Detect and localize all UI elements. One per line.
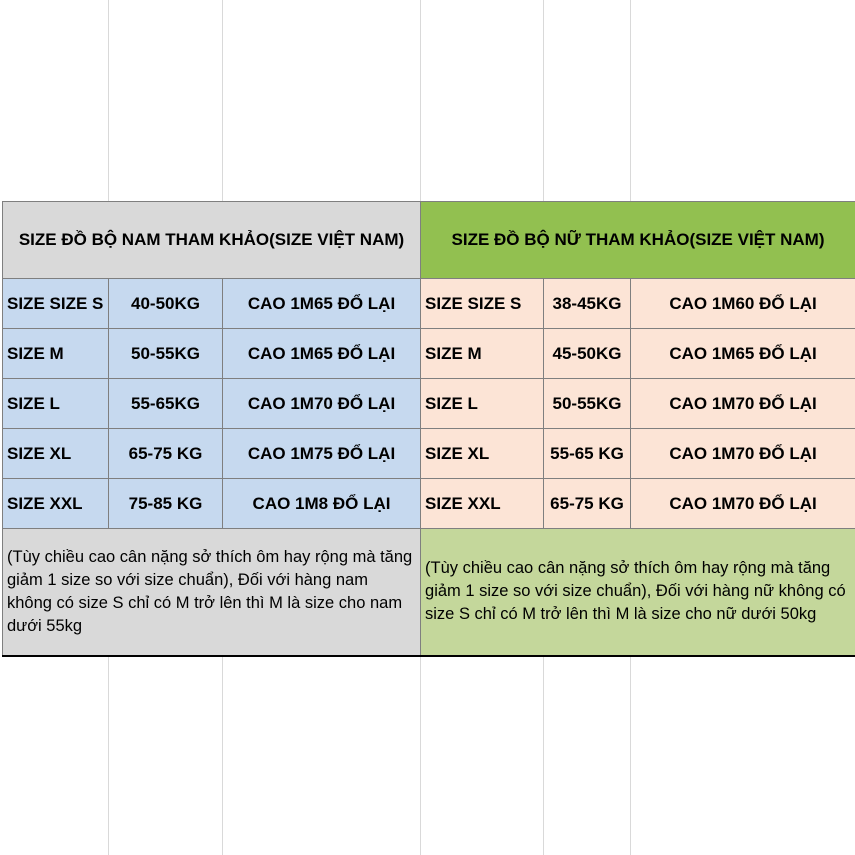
women-size-cell: SIZE XXL bbox=[421, 479, 544, 529]
women-size-cell: SIZE SIZE S bbox=[421, 279, 544, 329]
women-size-cell: SIZE M bbox=[421, 329, 544, 379]
men-weight-cell: 40-50KG bbox=[109, 279, 223, 329]
men-size-cell: SIZE SIZE S bbox=[3, 279, 109, 329]
size-chart-table bbox=[2, 201, 855, 657]
women-height-cell: CAO 1M65 ĐỔ LẠI bbox=[631, 329, 855, 379]
men-weight-cell: 55-65KG bbox=[109, 379, 223, 429]
grid-line bbox=[108, 0, 109, 201]
table-row bbox=[3, 429, 855, 479]
grid-line bbox=[222, 0, 223, 201]
grid-line bbox=[420, 0, 421, 201]
men-height-cell: CAO 1M65 ĐỔ LẠI bbox=[223, 329, 421, 379]
men-height-cell: CAO 1M75 ĐỔ LẠI bbox=[223, 429, 421, 479]
grid-line bbox=[630, 0, 631, 201]
table-row bbox=[3, 379, 855, 429]
men-size-cell: SIZE XL bbox=[3, 429, 109, 479]
table-row bbox=[3, 279, 855, 329]
men-size-cell: SIZE L bbox=[3, 379, 109, 429]
grid-line bbox=[543, 656, 544, 855]
grid-line bbox=[108, 656, 109, 855]
grid-line bbox=[630, 656, 631, 855]
women-weight-cell: 65-75 KG bbox=[544, 479, 631, 529]
note-row bbox=[3, 529, 855, 656]
men-height-cell: CAO 1M8 ĐỔ LẠI bbox=[223, 479, 421, 529]
women-weight-cell: 38-45KG bbox=[544, 279, 631, 329]
grid-line bbox=[222, 656, 223, 855]
men-weight-cell: 75-85 KG bbox=[109, 479, 223, 529]
men-height-cell: CAO 1M70 ĐỔ LẠI bbox=[223, 379, 421, 429]
header-row bbox=[3, 202, 855, 279]
table-row bbox=[3, 329, 855, 379]
women-height-cell: CAO 1M70 ĐỔ LẠI bbox=[631, 479, 855, 529]
grid-line bbox=[420, 656, 421, 855]
men-size-title: SIZE ĐỒ BỘ NAM THAM KHẢO(SIZE VIỆT NAM) bbox=[3, 202, 421, 279]
women-height-cell: CAO 1M70 ĐỔ LẠI bbox=[631, 429, 855, 479]
table-row bbox=[3, 479, 855, 529]
women-height-cell: CAO 1M60 ĐỔ LẠI bbox=[631, 279, 855, 329]
men-weight-cell: 50-55KG bbox=[109, 329, 223, 379]
men-size-cell: SIZE M bbox=[3, 329, 109, 379]
women-size-cell: SIZE XL bbox=[421, 429, 544, 479]
men-weight-cell: 65-75 KG bbox=[109, 429, 223, 479]
men-size-cell: SIZE XXL bbox=[3, 479, 109, 529]
women-size-cell: SIZE L bbox=[421, 379, 544, 429]
women-height-cell: CAO 1M70 ĐỔ LẠI bbox=[631, 379, 855, 429]
women-weight-cell: 55-65 KG bbox=[544, 429, 631, 479]
women-weight-cell: 45-50KG bbox=[544, 329, 631, 379]
women-size-title: SIZE ĐỒ BỘ NỮ THAM KHẢO(SIZE VIỆT NAM) bbox=[421, 202, 855, 279]
women-weight-cell: 50-55KG bbox=[544, 379, 631, 429]
women-size-note: (Tùy chiều cao cân nặng sở thích ôm hay rộng mà tăng giảm 1 size so với size chuẩn), Đối với hàng nữ không có size S chỉ có M trở lên thì M là size cho nữ dưới 50kg bbox=[421, 529, 855, 656]
grid-line bbox=[543, 0, 544, 201]
men-size-note: (Tùy chiều cao cân nặng sở thích ôm hay rộng mà tăng giảm 1 size so với size chuẩn), Đối với hàng nam không có size S chỉ có M trở lên thì M là size cho nam dưới 55kg bbox=[3, 529, 421, 656]
men-height-cell: CAO 1M65 ĐỔ LẠI bbox=[223, 279, 421, 329]
size-chart-sheet bbox=[2, 201, 855, 657]
